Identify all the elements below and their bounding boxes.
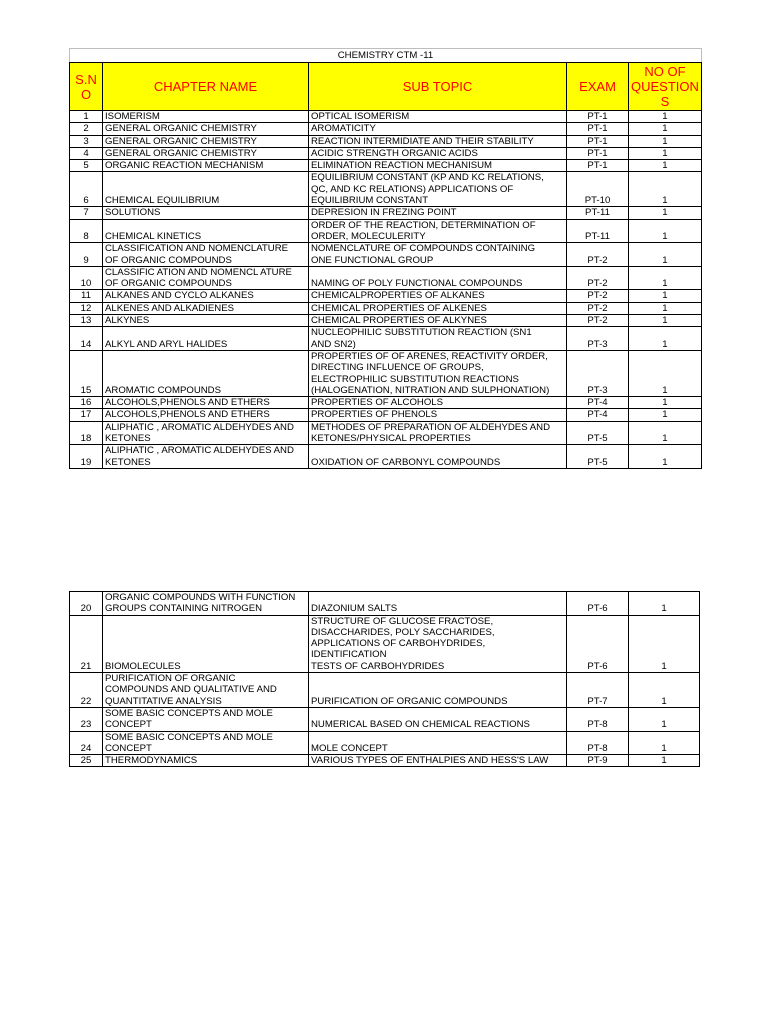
exam-cell: PT-11 <box>567 219 629 243</box>
title-row <box>70 49 702 63</box>
sno-cell: 7 <box>70 207 103 219</box>
chapter-name-cell: ALKANES AND CYCLO ALKANES <box>103 290 309 302</box>
exam-cell: PT-2 <box>567 290 629 302</box>
questions-cell: 1 <box>629 172 702 207</box>
sub-topic-cell: CHEMICAL PROPERTIES OF ALKENES <box>309 302 567 314</box>
header-chapter-name: CHAPTER NAME <box>103 63 309 111</box>
table-row <box>70 219 702 243</box>
table-row <box>70 350 702 396</box>
sno-cell: 15 <box>70 350 103 396</box>
table-row <box>70 731 700 755</box>
table-row <box>70 397 702 409</box>
questions-cell: 1 <box>629 111 702 123</box>
questions-cell: 1 <box>629 207 702 219</box>
table-row <box>70 207 702 219</box>
sno-cell: 25 <box>70 755 103 767</box>
sno-cell: 5 <box>70 160 103 172</box>
sno-cell: 21 <box>70 615 103 672</box>
questions-cell: 1 <box>629 243 702 267</box>
sub-topic-cell: OXIDATION OF CARBONYL COMPOUNDS <box>309 445 567 469</box>
questions-cell: 1 <box>629 421 702 445</box>
sub-topic-cell: PROPERTIES OF OF ARENES, REACTIVITY ORDER, DIRECTING INFLUENCE OF GROUPS, ELECTROPHILIC SUBSTITUTION REACTIONS (HALOGENATION, NITRATION AND SULPHONATION) <box>309 350 567 396</box>
exam-cell: PT-5 <box>567 421 629 445</box>
chapter-name-cell: SOME BASIC CONCEPTS AND MOLE CONCEPT <box>103 731 309 755</box>
chapter-name-cell: ALKYL AND ARYL HALIDES <box>103 327 309 351</box>
chapter-name-cell: SOLUTIONS <box>103 207 309 219</box>
chapter-name-cell: ALKYNES <box>103 315 309 327</box>
chapter-name-cell: CLASSIFICATION AND NOMENCLATURE OF ORGANIC COMPOUNDS <box>103 243 309 267</box>
sub-topic-cell: ORDER OF THE REACTION, DETERMINATION OF ORDER, MOLECULERITY <box>309 219 567 243</box>
sno-cell: 18 <box>70 421 103 445</box>
table-row <box>70 327 702 351</box>
sub-topic-cell: AROMATICITY <box>309 123 567 135</box>
syllabus-table-continued <box>69 591 700 767</box>
sub-topic-cell: MOLE CONCEPT <box>309 731 567 755</box>
exam-cell: PT-1 <box>567 147 629 159</box>
chapter-name-cell: AROMATIC COMPOUNDS <box>103 350 309 396</box>
exam-cell: PT-6 <box>567 615 629 672</box>
exam-cell: PT-10 <box>567 172 629 207</box>
chapter-name-cell: GENERAL ORGANIC CHEMISTRY <box>103 147 309 159</box>
table-row <box>70 755 700 767</box>
sno-cell: 17 <box>70 409 103 421</box>
sno-cell: 1 <box>70 111 103 123</box>
exam-cell: PT-6 <box>567 592 629 616</box>
exam-cell: PT-2 <box>567 243 629 267</box>
exam-cell: PT-2 <box>567 302 629 314</box>
header-sno: S.N O <box>70 63 103 111</box>
sno-cell: 23 <box>70 707 103 731</box>
sub-topic-cell: DEPRESION IN FREZING POINT <box>309 207 567 219</box>
table-row <box>70 445 702 469</box>
sub-topic-cell: NUCLEOPHILIC SUBSTITUTION REACTION (SN1 AND SN2) <box>309 327 567 351</box>
exam-cell: PT-2 <box>567 315 629 327</box>
sno-cell: 14 <box>70 327 103 351</box>
questions-cell: 1 <box>629 350 702 396</box>
sub-topic-cell: STRUCTURE OF GLUCOSE FRACTOSE, DISACCHARIDES, POLY SACCHARIDES, APPLICATIONS OF CARBOHYDRIDES, IDENTIFICATION TESTS OF CARBOHYDRIDES <box>309 615 567 672</box>
questions-cell: 1 <box>629 219 702 243</box>
sno-cell: 8 <box>70 219 103 243</box>
table-row <box>70 302 702 314</box>
sno-cell: 6 <box>70 172 103 207</box>
questions-cell: 1 <box>629 592 700 616</box>
chapter-name-cell: ORGANIC COMPOUNDS WITH FUNCTION GROUPS CONTAINING NITROGEN <box>103 592 309 616</box>
exam-cell: PT-3 <box>567 350 629 396</box>
header-no-of-questions: NO OF QUESTION S <box>629 63 702 111</box>
exam-cell: PT-2 <box>567 266 629 290</box>
sno-cell: 13 <box>70 315 103 327</box>
sno-cell: 12 <box>70 302 103 314</box>
sub-topic-cell: OPTICAL ISOMERISM <box>309 111 567 123</box>
table-row <box>70 615 700 672</box>
sheet-title: CHEMISTRY CTM -11 <box>70 49 702 63</box>
questions-cell: 1 <box>629 409 702 421</box>
chapter-name-cell: SOME BASIC CONCEPTS AND MOLE CONCEPT <box>103 707 309 731</box>
questions-cell: 1 <box>629 135 702 147</box>
chapter-name-cell: ISOMERISM <box>103 111 309 123</box>
exam-cell: PT-7 <box>567 673 629 708</box>
sub-topic-cell: CHEMICALPROPERTIES OF ALKANES <box>309 290 567 302</box>
exam-cell: PT-3 <box>567 327 629 351</box>
chapter-name-cell: CLASSIFIC ATION AND NOMENCL ATURE OF ORGANIC COMPOUNDS <box>103 266 309 290</box>
table-row <box>70 421 702 445</box>
questions-cell: 1 <box>629 302 702 314</box>
sno-cell: 10 <box>70 266 103 290</box>
header-exam: EXAM <box>567 63 629 111</box>
sub-topic-cell: DIAZONIUM SALTS <box>309 592 567 616</box>
questions-cell: 1 <box>629 673 700 708</box>
sub-topic-cell: ELIMINATION REACTION MECHANISUM <box>309 160 567 172</box>
exam-cell: PT-5 <box>567 445 629 469</box>
sub-topic-cell: ACIDIC STRENGTH ORGANIC ACIDS <box>309 147 567 159</box>
table-row <box>70 707 700 731</box>
sno-cell: 22 <box>70 673 103 708</box>
questions-cell: 1 <box>629 160 702 172</box>
chapter-name-cell: ALIPHATIC , AROMATIC ALDEHYDES AND KETONES <box>103 445 309 469</box>
questions-cell: 1 <box>629 147 702 159</box>
questions-cell: 1 <box>629 707 700 731</box>
sub-topic-cell: NOMENCLATURE OF COMPOUNDS CONTAINING ONE FUNCTIONAL GROUP <box>309 243 567 267</box>
questions-cell: 1 <box>629 731 700 755</box>
chapter-name-cell: THERMODYNAMICS <box>103 755 309 767</box>
chapter-name-cell: CHEMICAL EQUILIBRIUM <box>103 172 309 207</box>
chapter-name-cell: ALCOHOLS,PHENOLS AND ETHERS <box>103 397 309 409</box>
exam-cell: PT-1 <box>567 160 629 172</box>
sno-cell: 24 <box>70 731 103 755</box>
table-row <box>70 290 702 302</box>
table-row <box>70 147 702 159</box>
questions-cell: 1 <box>629 315 702 327</box>
exam-cell: PT-8 <box>567 707 629 731</box>
exam-cell: PT-4 <box>567 397 629 409</box>
chapter-name-cell: ALCOHOLS,PHENOLS AND ETHERS <box>103 409 309 421</box>
table-row <box>70 592 700 616</box>
chapter-name-cell: ALKENES AND ALKADIENES <box>103 302 309 314</box>
chapter-name-cell: BIOMOLECULES <box>103 615 309 672</box>
chapter-name-cell: GENERAL ORGANIC CHEMISTRY <box>103 135 309 147</box>
table-row <box>70 315 702 327</box>
sno-cell: 2 <box>70 123 103 135</box>
sub-topic-cell: PROPERTIES OF ALCOHOLS <box>309 397 567 409</box>
header-sub-topic: SUB TOPIC <box>309 63 567 111</box>
exam-cell: PT-1 <box>567 135 629 147</box>
chapter-name-cell: CHEMICAL KINETICS <box>103 219 309 243</box>
exam-cell: PT-1 <box>567 111 629 123</box>
chapter-name-cell: ALIPHATIC , AROMATIC ALDEHYDES AND KETONES <box>103 421 309 445</box>
sub-topic-cell: NAMING OF POLY FUNCTIONAL COMPOUNDS <box>309 266 567 290</box>
sno-cell: 16 <box>70 397 103 409</box>
questions-cell: 1 <box>629 615 700 672</box>
sub-topic-cell: VARIOUS TYPES OF ENTHALPIES AND HESS'S LAW <box>309 755 567 767</box>
sub-topic-cell: CHEMICAL PROPERTIES OF ALKYNES <box>309 315 567 327</box>
questions-cell: 1 <box>629 327 702 351</box>
sub-topic-cell: EQUILIBRIUM CONSTANT (KP AND KC RELATIONS, QC, AND KC RELATIONS) APPLICATIONS OF EQUILIBRIUM CONSTANT <box>309 172 567 207</box>
table-row <box>70 266 702 290</box>
sub-topic-cell: PURIFICATION OF ORGANIC COMPOUNDS <box>309 673 567 708</box>
table-row <box>70 135 702 147</box>
table-row <box>70 111 702 123</box>
exam-cell: PT-1 <box>567 123 629 135</box>
header-row <box>70 63 702 111</box>
exam-cell: PT-9 <box>567 755 629 767</box>
sub-topic-cell: METHODES OF PREPARATION OF ALDEHYDES AND KETONES/PHYSICAL PROPERTIES <box>309 421 567 445</box>
questions-cell: 1 <box>629 445 702 469</box>
chapter-name-cell: GENERAL ORGANIC CHEMISTRY <box>103 123 309 135</box>
table-row <box>70 409 702 421</box>
table-row <box>70 172 702 207</box>
exam-cell: PT-8 <box>567 731 629 755</box>
questions-cell: 1 <box>629 755 700 767</box>
exam-cell: PT-4 <box>567 409 629 421</box>
sno-cell: 4 <box>70 147 103 159</box>
questions-cell: 1 <box>629 290 702 302</box>
exam-cell: PT-11 <box>567 207 629 219</box>
sub-topic-cell: PROPERTIES OF PHENOLS <box>309 409 567 421</box>
sno-cell: 20 <box>70 592 103 616</box>
sno-cell: 11 <box>70 290 103 302</box>
questions-cell: 1 <box>629 397 702 409</box>
sno-cell: 19 <box>70 445 103 469</box>
sno-cell: 3 <box>70 135 103 147</box>
chapter-name-cell: PURIFICATION OF ORGANIC COMPOUNDS AND QUALITATIVE AND QUANTITATIVE ANALYSIS <box>103 673 309 708</box>
syllabus-table <box>69 48 702 469</box>
questions-cell: 1 <box>629 123 702 135</box>
chapter-name-cell: ORGANIC REACTION MECHANISM <box>103 160 309 172</box>
table-row <box>70 243 702 267</box>
questions-cell: 1 <box>629 266 702 290</box>
table-row <box>70 160 702 172</box>
table-row <box>70 673 700 708</box>
table-row <box>70 123 702 135</box>
sno-cell: 9 <box>70 243 103 267</box>
sub-topic-cell: NUMERICAL BASED ON CHEMICAL REACTIONS <box>309 707 567 731</box>
sub-topic-cell: REACTION INTERMIDIATE AND THEIR STABILITY <box>309 135 567 147</box>
